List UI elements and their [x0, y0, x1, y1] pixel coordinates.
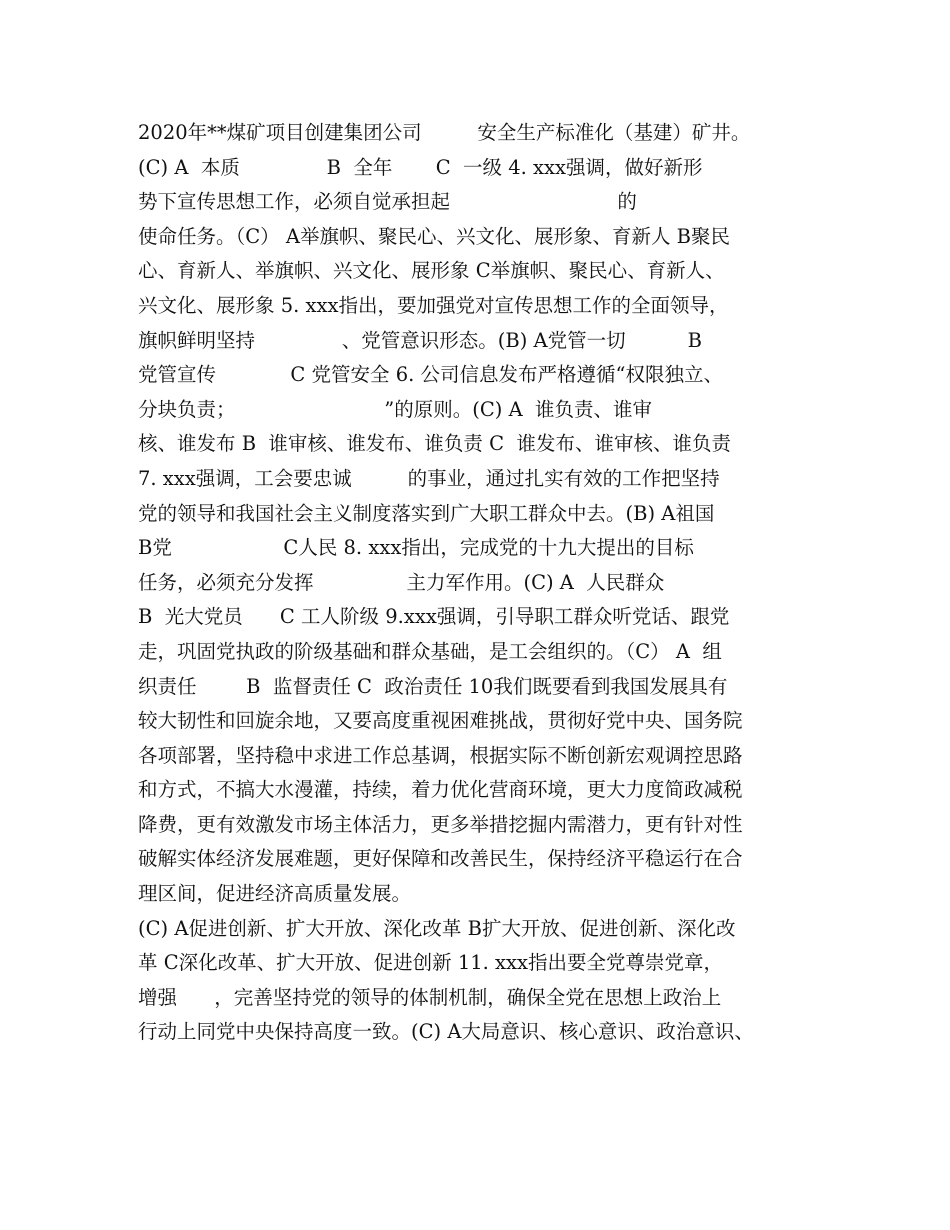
text-line: 旗帜鲜明坚持 、党管意识形态。(B) A党管一切 B [138, 328, 702, 352]
text-line: 增强 ，完善坚持党的领导的体制机制，确保全党在思想上政治上 [138, 985, 722, 1009]
text-line: B 光大党员 C 工人阶级 9.xxx强调，引导职工群众听党话、跟党 [138, 605, 730, 629]
text-line: 行动上同党中央保持高度一致。(C) A大局意识、核心意识、政治意识、 [138, 1020, 754, 1044]
text-line: 任务，必须充分发挥 主力军作用。(C) A 人民群众 [138, 570, 665, 594]
text-line: 和方式，不搞大水漫灌，持续，着力优化营商环境，更大力度简政减税 [138, 778, 743, 802]
text-line: 7. xxx强调，工会要忠诚 的事业，通过扎实有效的工作把坚持 [138, 466, 720, 490]
text-line: 使命任务。（C） A举旗帜、聚民心、兴文化、展形象、育新人 B聚民 [138, 224, 730, 248]
text-line: 织责任 B 监督责任 C 政治责任 10我们既要看到我国发展具有 [138, 674, 728, 698]
text-line: 理区间，促进经济高质量发展。 [138, 882, 412, 906]
text-line: 党管宣传 C 党管安全 6. 公司信息发布严格遵循“权限独立、 [138, 363, 723, 387]
text-line: 兴文化、展形象 5. xxx指出，要加强党对宣传思想工作的全面领导， [138, 293, 729, 317]
text-line: 走，巩固党执政的阶级基础和群众基础，是工会组织的。（C） A 组 [138, 639, 722, 663]
text-line: 党的领导和我国社会主义制度落实到广大职工群众中去。(B) A祖国 [138, 501, 715, 525]
text-line: 各项部署，坚持稳中求进工作总基调，根据实际不断创新宏观调控思路 [138, 743, 743, 767]
text-line: 革 C深化改革、扩大开放、促进创新 11. xxx指出要全党尊崇党章， [138, 951, 724, 975]
text-line: 势下宣传思想工作，必须自觉承担起 的 [138, 190, 637, 214]
document-body [138, 116, 828, 1050]
text-line: (C) A 本质 B 全年 C 一级 4. xxx强调，做好新形 [138, 155, 703, 179]
text-line: (C) A促进创新、扩大开放、深化改革 B扩大开放、促进创新、深化改 [138, 916, 736, 940]
text-line: 心、育新人、举旗帜、兴文化、展形象 C举旗帜、聚民心、育新人、 [138, 259, 725, 283]
text-line: 较大韧性和回旋余地，又要高度重视困难挑战，贯彻好党中央、国务院 [138, 709, 743, 733]
text-line: 降费，更有效激发市场主体活力，更多举措挖掘内需潜力，更有针对性 [138, 812, 743, 836]
text-line: B党 C人民 8. xxx指出，完成党的十九大提出的目标 [138, 536, 694, 560]
text-line: 2020年**煤矿项目创建集团公司 安全生产标准化（基建）矿井。 [138, 121, 751, 144]
text-line: 破解实体经济发展难题，更好保障和改善民生，保持经济平稳运行在合 [138, 847, 743, 871]
text-line: 分块负责； ”的原则。(C) A 谁负责、谁审 [138, 397, 653, 421]
text-line: 核、谁发布 B 谁审核、谁发布、谁负责 C 谁发布、谁审核、谁负责 [138, 432, 731, 456]
